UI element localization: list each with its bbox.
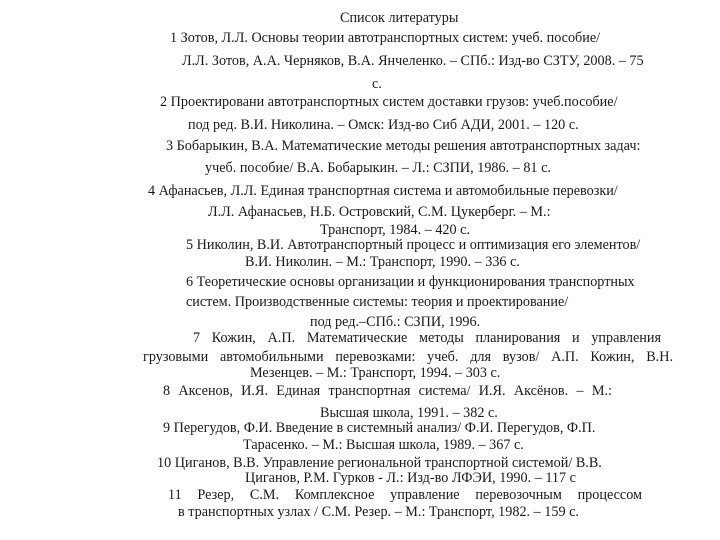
reference-line: грузовыми автомобильными перевозками: учеб. для вузов/ А.П. Кожин, В.Н. xyxy=(143,349,673,365)
reference-line: 4 Афанасьев, Л.Л. Единая транспортная система и автомобильные перевозки/ xyxy=(148,183,618,199)
reference-line: учеб. пособие/ В.А. Бобарыкин. – Л.: СЗПИ, 1986. – 81 с. xyxy=(205,160,551,176)
reference-line: 3 Бобарыкин, В.А. Математические методы решения автотранспортных задач: xyxy=(166,138,641,154)
reference-line: 1 Зотов, Л.Л. Основы теории автотранспортных систем: учеб. пособие/ xyxy=(170,30,601,46)
reference-line: Л.Л. Афанасьев, Н.Б. Островский, С.М. Цукерберг. – М.: xyxy=(208,204,551,220)
reference-line: с. xyxy=(372,76,382,92)
reference-line: под ред. В.И. Николина. – Омск: Изд-во Сиб АДИ, 2001. – 120 с. xyxy=(188,117,579,133)
reference-line: В.И. Николин. – М.: Транспорт, 1990. – 336 с. xyxy=(245,254,520,270)
reference-line: Тарасенко. – М.: Высшая школа, 1989. – 367 с. xyxy=(243,437,524,453)
reference-line: под ред.–СПб.: СЗПИ, 1996. xyxy=(310,314,481,330)
reference-line: в транспортных узлах / С.М. Резер. – М.: Транспорт, 1982. – 159 с. xyxy=(178,504,579,520)
reference-line: систем. Производственные системы: теория и проектирование/ xyxy=(186,294,569,310)
reference-line: 11 Резер, С.М. Комплексное управление перевозочным процессом xyxy=(168,487,642,503)
reference-line: Циганов, Р.М. Гурков - Л.: Изд-во ЛФЭИ, 1990. – 117 с xyxy=(245,470,576,486)
reference-line: Высшая школа, 1991. – 382 с. xyxy=(320,405,498,421)
reference-line: 2 Проектировани автотранспортных систем доставки грузов: учеб.пособие/ xyxy=(160,94,618,110)
reference-line: 9 Перегудов, Ф.И. Введение в системный анализ/ Ф.И. Перегудов, Ф.П. xyxy=(163,420,596,436)
reference-line: 10 Циганов, В.В. Управление региональной транспортной системой/ В.В. xyxy=(157,455,602,471)
reference-line: 6 Теоретические основы организации и функционирования транспортных xyxy=(186,274,635,290)
reference-line: Транспорт, 1984. – 420 с. xyxy=(320,222,471,238)
reference-line: 7 Кожин, А.П. Математические методы планирования и управления xyxy=(193,330,661,346)
reference-line: Л.Л. Зотов, А.А. Черняков, В.А. Янчеленко. – СПб.: Изд-во СЗТУ, 2008. – 75 xyxy=(182,53,644,69)
reference-line: Мезенцев. – М.: Транспорт, 1994. – 303 с. xyxy=(250,365,501,381)
reference-line: 8 Аксенов, И.Я. Единая транспортная система/ И.Я. Аксёнов. – М.: xyxy=(163,383,612,399)
reference-line: 5 Николин, В.И. Автотранспортный процесс и оптимизация его элементов/ xyxy=(186,237,641,253)
page-title: Список литературы xyxy=(340,10,459,26)
